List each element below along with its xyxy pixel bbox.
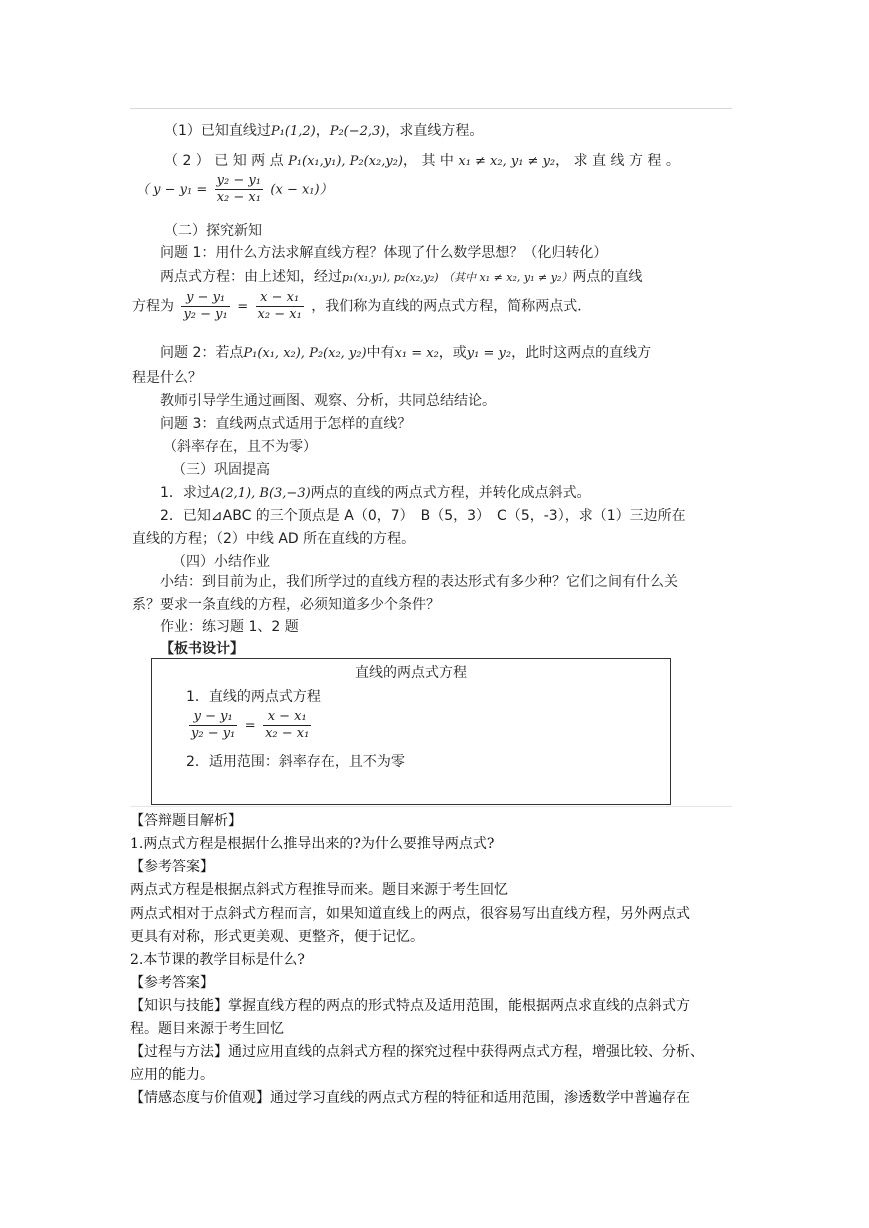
answer-text: 两点式方程是根据点斜式方程推导而来。题目来源于考生回忆 bbox=[130, 882, 508, 898]
board-design-heading: 【板书设计】 bbox=[160, 641, 244, 657]
section-4-heading: （四）小结作业 bbox=[172, 554, 270, 570]
answer-text: 更具有对称，形式更美观、更整齐，便于记忆。 bbox=[130, 929, 424, 945]
reference-answer-heading: 【参考答案】 bbox=[130, 859, 214, 875]
answer-text: 应用的能力。 bbox=[130, 1067, 214, 1083]
question-1: （1）已知直线过P₁(1,2)，P₂(−2,3)，求直线方程。 bbox=[164, 123, 484, 139]
scan-bottom-border bbox=[130, 806, 732, 807]
answer-text: 两点式相对于点斜式方程而言，如果知道直线上的两点，很容易写出直线方程，另外两点式 bbox=[130, 906, 690, 922]
exercise-2-line2: 直线的方程；（2）中线 AD 所在直线的方程。 bbox=[132, 531, 416, 547]
board-item-1: 1．直线的两点式方程 bbox=[186, 689, 321, 705]
exercise-1: 1．求过A(2,1), B(3,−3)两点的直线的两点式方程，并转化成点斜式。 bbox=[160, 485, 591, 501]
reference-answer-heading: 【参考答案】 bbox=[130, 975, 214, 991]
exercise-2-line1: 2．已知⊿ABC 的三个顶点是 A（0，7） B（5，3） C（5，-3），求（1）三边所在 bbox=[160, 508, 686, 524]
board-formula: $\frac{\text{y − y₁}}{\text{y₂ − y₁}}$ = $\frac{\text{x − x₁}}{\text{x₂ − x₁}}$ bbox=[191, 709, 310, 741]
answer-text: 程。题目来源于考生回忆 bbox=[130, 1021, 284, 1037]
answer-analysis-heading: 【答辩题目解析】 bbox=[130, 813, 242, 829]
two-point-intro-line2: 方程为 $\frac{\text{y − y₁}}{\text{y₂ − y₁}}$ = $\frac{\text{x − x₁}}{\text{x₂ − x₁}}$ ，我们称为直线的两点式方程，简称两点式． bbox=[132, 290, 592, 322]
section-2-heading: （二）探究新知 bbox=[164, 223, 262, 239]
summary-line1: 小结：到目前为止，我们所学过的直线方程的表达形式有多少种？它们之间有什么关 bbox=[160, 574, 678, 590]
answer-text: 【过程与方法】通过应用直线的点斜式方程的探究过程中获得两点式方程，增强比较、分析、 bbox=[130, 1044, 704, 1060]
homework: 作业：练习题 1、2 题 bbox=[160, 619, 299, 635]
teacher-guide: 教师引导学生通过画图、观察、分析，共同总结结论。 bbox=[160, 393, 496, 409]
board-title: 直线的两点式方程 bbox=[355, 665, 467, 681]
answer-3: （斜率存在，且不为零） bbox=[163, 439, 317, 455]
question-3: 问题 3：直线两点式适用于怎样的直线？ bbox=[160, 416, 412, 432]
question-derivation: 1.两点式方程是根据什么推导出来的?为什么要推导两点式? bbox=[130, 836, 495, 852]
board-design-box bbox=[151, 658, 671, 805]
answer-text: 【情感态度与价值观】通过学习直线的两点式方程的特征和适用范围，渗透数学中普遍存在 bbox=[130, 1090, 690, 1106]
question-1-method: 问题 1：用什么方法求解直线方程？体现了什么数学思想？（化归转化） bbox=[160, 245, 608, 261]
summary-line2: 系？要求一条直线的方程，必须知道多少个条件？ bbox=[132, 597, 440, 613]
two-point-intro-line1: 两点式方程：由上述知，经过p₁(x₁,y₁), p₂(x₂,y₂) （其中 x₁ ≠ x₂, y₁ ≠ y₂）两点的直线 bbox=[160, 269, 643, 285]
section-3-heading: （三）巩固提高 bbox=[172, 462, 270, 478]
question-2-line2: 程是什么？ bbox=[132, 370, 202, 386]
answer-text: 【知识与技能】掌握直线方程的两点的形式特点及适用范围，能根据两点求直线的点斜式方 bbox=[130, 998, 690, 1014]
board-item-2: 2．适用范围：斜率存在，且不为零 bbox=[186, 754, 405, 770]
two-point-formula-1: （ y − y₁ = $\frac{\text{y₂ − y₁}}{\text{x₂ − x₁}}$ (x − x₁)） bbox=[136, 173, 333, 205]
question-objectives: 2.本节课的教学目标是什么? bbox=[130, 952, 305, 968]
question-2-line1: 问题 2：若点P₁(x₁, x₂), P₂(x₂, y₂)中有x₁ = x₂，或y₁ = y₂，此时这两点的直线方 bbox=[160, 345, 652, 361]
scan-top-border bbox=[130, 108, 732, 109]
question-2: （ 2 ） 已 知 两 点 P₁(x₁,y₁), P₂(x₂,y₂)， 其 中 x₁ ≠ x₂, y₁ ≠ y₂， 求 直 线 方 程 。 bbox=[164, 153, 680, 169]
